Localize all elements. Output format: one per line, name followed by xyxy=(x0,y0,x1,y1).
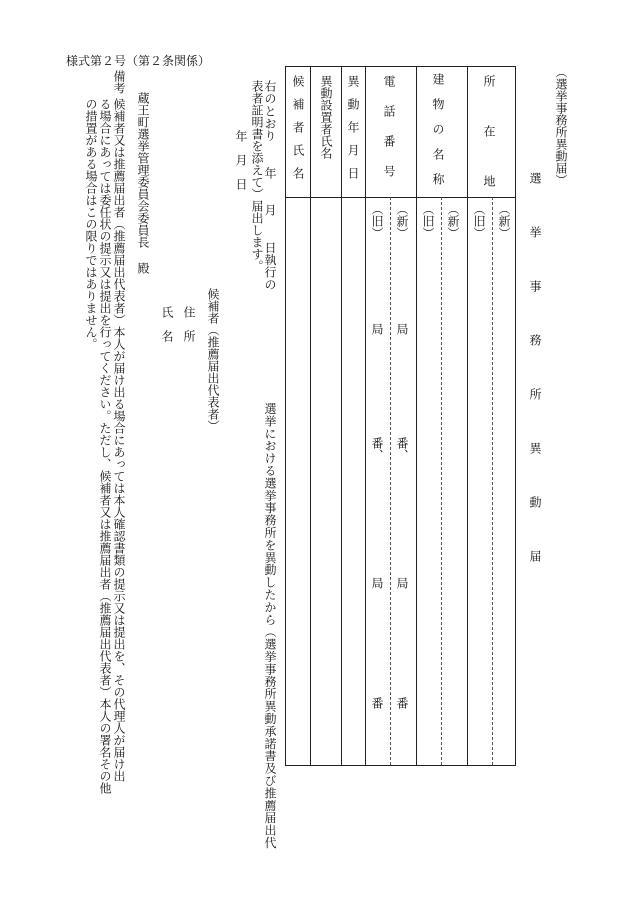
addressee-honorific: 殿 xyxy=(136,262,150,274)
notes-line-1: 候補者又は推薦届出者（推薦届出代表者）本人が届け出る場合にあっては本人確認書類の提示又は提出を、その代理人が届け出 xyxy=(112,98,126,782)
phone-label: 電話番号 xyxy=(382,75,396,195)
phone-new-ban-1: 番、 xyxy=(395,437,409,461)
phone-new-marker: （新） xyxy=(395,203,409,239)
phone-old-kyoku-1: 局 xyxy=(370,323,384,335)
building-label: 建物の名称 xyxy=(431,73,445,198)
building-new-marker: （新） xyxy=(446,203,460,239)
phone-new-kyoku-2: 局 xyxy=(395,577,409,589)
change-date-label: 異動年月日 xyxy=(346,75,360,190)
phone-old-marker: （旧） xyxy=(370,203,384,239)
phone-new-kyoku-1: 局 xyxy=(395,323,409,335)
signer-role: 候補者（推薦届出代表者） xyxy=(206,288,220,432)
candidate-name-label: 候補者氏名 xyxy=(291,75,305,190)
address-new-marker: （新） xyxy=(497,203,511,239)
setter-name-label: 異動設置者氏名 xyxy=(319,75,333,159)
form-number: 様式第２号（第２条関係） xyxy=(66,54,211,68)
notes-line-3: の措置がある場合はこの限りではありません。 xyxy=(84,98,98,350)
signer-address-label: 住 所 xyxy=(182,306,196,342)
statement-line-1: 右のとおり 年 月 日執行の 選挙における選挙事務所を異動したから（選挙事務所異動承諾書及び推薦届出代 xyxy=(263,80,277,849)
submission-date: 年 月 日 xyxy=(234,130,248,190)
address-label: 所在地 xyxy=(482,75,496,225)
phone-old-kyoku-2: 局 xyxy=(370,577,384,589)
page-title: 選 挙 事 務 所 異 動 届 xyxy=(528,172,542,576)
signer-name-label: 氏 名 xyxy=(160,306,174,342)
side-label: （選挙事務所異動届） xyxy=(554,66,568,186)
statement-line-2: 表者証明書を添えて）届出します。 xyxy=(250,80,264,272)
change-details-table xyxy=(285,66,516,766)
phone-new-ban-2: 番 xyxy=(395,697,409,709)
notes-heading: 備考 xyxy=(112,70,126,94)
phone-old-ban-2: 番 xyxy=(370,697,384,709)
addressee-committee: 蔵王町選挙管理委員会委員長 xyxy=(136,92,150,248)
address-old-marker: （旧） xyxy=(472,203,486,239)
notes-line-2: る場合にあっては委任状の提示又は提出を行ってください。ただし、候補者又は推薦届出者（推薦届出代表者）本人の署名その他 xyxy=(98,98,112,794)
building-old-marker: （旧） xyxy=(421,203,435,239)
phone-old-ban-1: 番、 xyxy=(370,437,384,461)
